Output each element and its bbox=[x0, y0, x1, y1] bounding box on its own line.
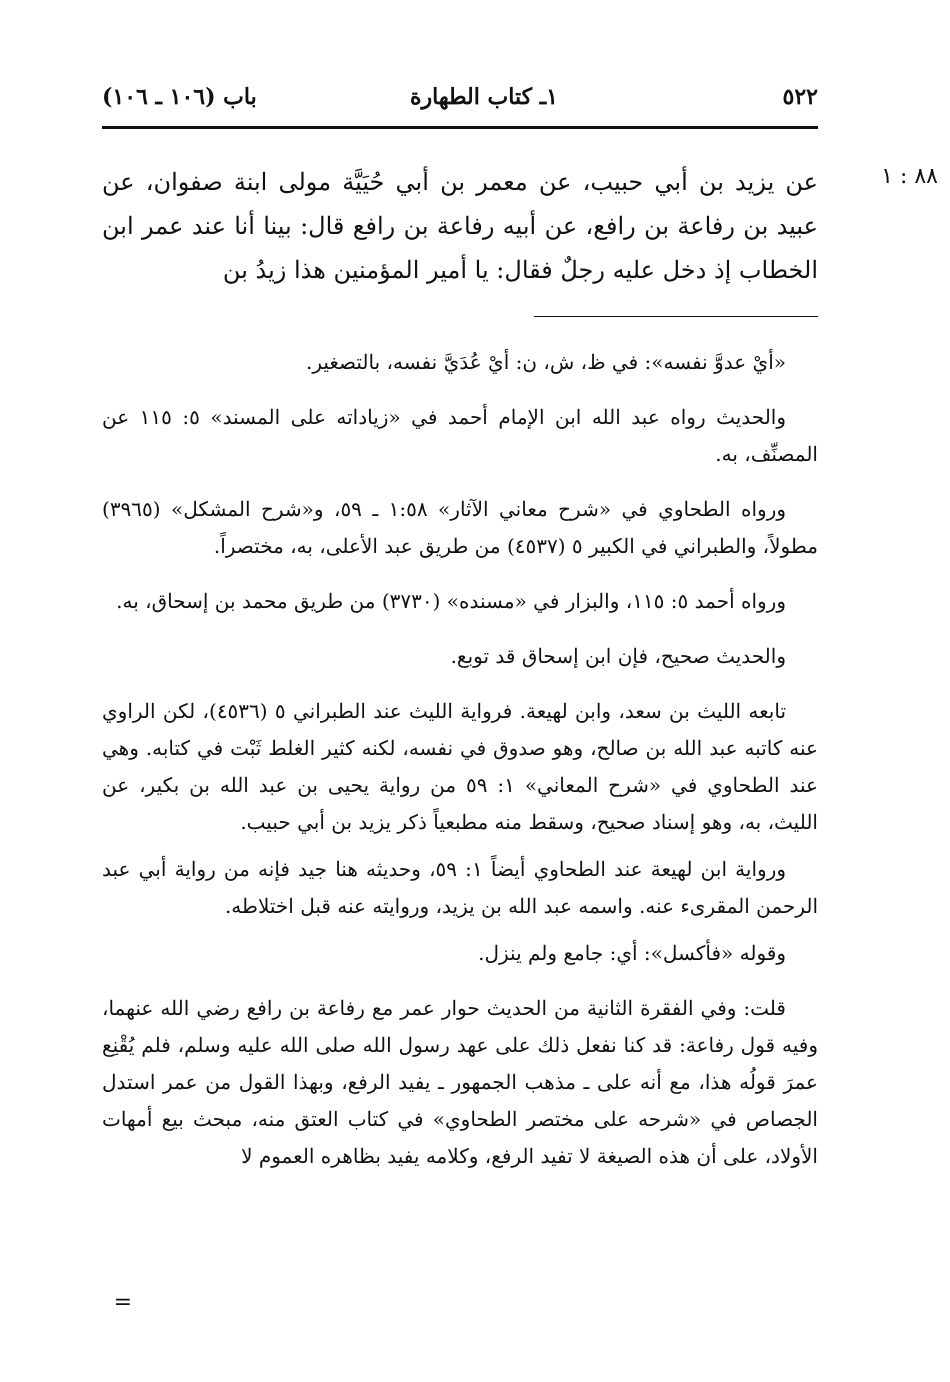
footnote-paragraph: والحديث صحيح، فإن ابن إسحاق قد توبع. bbox=[450, 644, 786, 668]
footnote-paragraph: «أيْ عدوَّ نفسه»: في ظ، ش، ن: أيْ عُدَيَّ نفسه، بالتصغير. bbox=[305, 350, 786, 374]
continuation-mark: = bbox=[113, 1290, 132, 1315]
footnote-paragraph: ورواه أحمد ٥: ١١٥، والبزار في «مسنده» (٣٧٣٠) من طريق محمد بن إسحاق، به. bbox=[116, 589, 786, 613]
chapter-title: باب (١٠٦ ـ ١٠٦) bbox=[102, 84, 257, 110]
hadith-number: ٨٨ : ١ bbox=[881, 164, 938, 189]
page-number: ٥٢٢ bbox=[782, 84, 818, 110]
footnote-paragraph: والحديث رواه عبد الله ابن الإمام أحمد في «زياداته على المسند» ٥: ١١٥ عن المصنِّف، به. bbox=[102, 405, 818, 466]
running-header bbox=[102, 80, 818, 120]
hadith-text: عن يزيد بن أبي حبيب، عن معمر بن أبي حُيَيَّة مولى ابنة صفوان، عن عبيد بن رفاعة بن رافع، عن أبيه رفاعة بن رافع قال: بينا أنا عند عمر ابن الخطاب إذ دخل عليه رجلٌ فقال: يا أمير المؤمنين هذا زيدُ بن bbox=[102, 168, 818, 284]
footnote-paragraph: ورواه الطحاوي في «شرح معاني الآثار» ١:٥٨ ـ ٥٩، و«شرح المشكل» (٣٩٦٥) مطولاً، والطبراني في الكبير ٥ (٤٥٣٧) من طريق عبد الأعلى، به، مختصراً. bbox=[102, 497, 818, 558]
footnote-paragraph: ورواية ابن لهيعة عند الطحاوي أيضاً ١: ٥٩، وحديثه هنا جيد فإنه من رواية أبي عبد الرحمن المقرىء عنه. واسمه عبد الله بن يزيد، وروايته عنه قبل اختلاطه. bbox=[102, 857, 818, 918]
book-title: ١ـ كتاب الطهارة bbox=[410, 84, 558, 110]
header-rule bbox=[102, 126, 818, 129]
footnote-paragraph: تابعه الليث بن سعد، وابن لهيعة. فرواية الليث عند الطبراني ٥ (٤٥٣٦)، لكن الراوي عنه كاتبه عبد الله بن صالح، وهو صدوق في نفسه، لكنه كثير الغلط ثَبْت في كتابه. وهي عند الطحاوي في «شرح المعاني» ١: ٥٩ من رواية يحيى بن عبد الله بن بكير، عن الليث، به، وهو إسناد صحيح، وسقط منه مطبعياً ذكر يزيد بن أبي حبيب. bbox=[102, 699, 818, 834]
footnote-divider bbox=[534, 316, 818, 317]
footnotes bbox=[102, 344, 818, 1185]
footnote-paragraph: قلت: وفي الفقرة الثانية من الحديث حوار عمر مع رفاعة بن رافع رضي الله عنهما، وفيه قول رفاعة: قد كنا نفعل ذلك على عهد رسول الله صلى الله عليه وسلم، فلم يُقْنِع عمرَ قولُه هذا، مع أنه على ـ مذهب الجمهور ـ يفيد الرفع، وبهذا القول من عمر استدل الجصاص في «شرحه على مختصر الطحاوي» في كتاب العتق منه، مبحث بيع أمهات الأولاد، على أن هذه الصيغة لا تفيد الرفع، وكلامه يفيد بظاهره العموم لا bbox=[102, 996, 818, 1168]
footnote-paragraph: وقوله «فأكسل»: أي: جامع ولم ينزل. bbox=[478, 941, 786, 965]
